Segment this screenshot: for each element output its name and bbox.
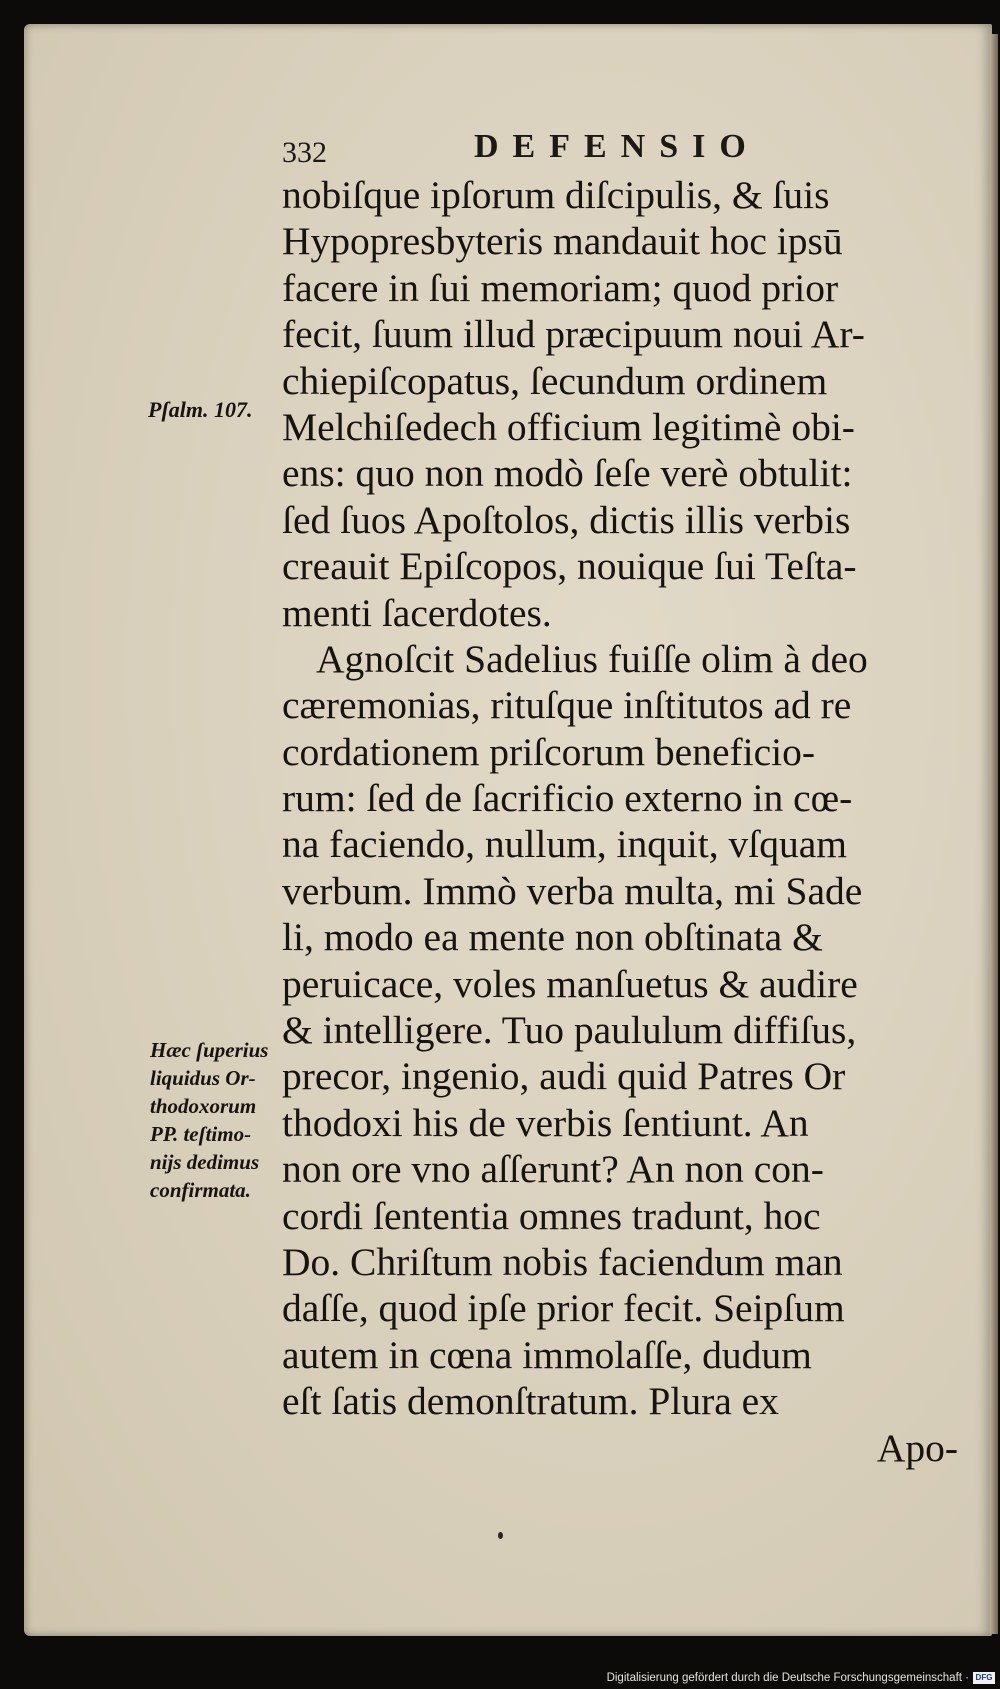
ink-dot	[498, 1532, 503, 1539]
text-line: Melchiſedech officium legitimè obi-	[282, 404, 855, 449]
catchword: Apo-	[876, 1425, 958, 1470]
text-line: facere in ſui memoriam; quod prior	[282, 265, 839, 310]
page-edge	[990, 34, 998, 1634]
body-text	[282, 172, 972, 1471]
margin-note-block	[150, 1036, 268, 1204]
margin-note-line: nijs dedimus	[150, 1150, 260, 1174]
page-number: 332	[282, 136, 327, 169]
margin-note-line: PP. teſtimo-	[150, 1122, 252, 1146]
text-line: creauit Epiſcopos, nouique ſui Teſta-	[282, 544, 857, 589]
text-line: ens: quo non modò ſeſe verè obtulit:	[282, 451, 853, 496]
text-line: thodoxi his de verbis ſentiunt. An	[282, 1100, 809, 1145]
text-line: fecit, ſuum illud præcipuum noui Ar-	[282, 312, 865, 357]
text-line: na faciendo, nullum, inquit, vſquam	[282, 822, 847, 867]
margin-note-line: liquidus Or-	[150, 1066, 256, 1090]
text-line: verbum. Immò verba multa, mi Sade	[282, 868, 863, 913]
text-line: non ore vno aſſerunt? An non con-	[282, 1147, 824, 1192]
margin-note-line: Hæc ſuperius	[150, 1038, 269, 1062]
text-line: daſſe, quod ipſe prior fecit. Seipſum	[282, 1286, 845, 1331]
text-line: Hypopresbyteris mandauit hoc ipsū	[282, 219, 843, 264]
page-header	[24, 128, 992, 168]
text-line: rum: ſed de ſacrificio externo in cœ-	[282, 776, 853, 821]
book-page	[24, 24, 992, 1636]
text-line: peruicace, voles manſuetus & audire	[282, 961, 858, 1006]
text-line: Agnoſcit Sadelius fuiſſe olim à deo	[316, 636, 868, 681]
text-line: precor, ingenio, audi quid Patres Or	[282, 1054, 846, 1099]
text-line: cæremonias, rituſque inſtitutos ad re	[282, 683, 852, 728]
text-line: eſt ſatis demonſtratum. Plura ex	[282, 1379, 779, 1424]
text-line: autem in cœna immolaſſe, dudum	[282, 1332, 812, 1377]
text-line: Do. Chriſtum nobis faciendum man	[282, 1239, 843, 1284]
margin-note-line: thodoxorum	[150, 1094, 257, 1118]
text-line: chiepiſcopatus, ſecundum ordinem	[282, 358, 828, 403]
margin-note-psalm: Pſalm. 107.	[148, 397, 253, 422]
digitization-credit	[545, 1669, 995, 1687]
text-line: nobiſque ipſorum diſcipulis, & ſuis	[282, 173, 830, 217]
dfg-logo-icon: DFG	[973, 1672, 995, 1684]
running-head: DEFENSIO	[474, 128, 760, 165]
text-line: cordationem priſcorum beneficio-	[282, 729, 816, 774]
credit-text: Digitalisierung gefördert durch die Deutsche Forschungsgemeinschaft ·	[606, 1672, 969, 1684]
text-line: cordi ſententia omnes tradunt, hoc	[282, 1193, 821, 1238]
text-line: li, modo ea mente non obſtinata &	[282, 915, 823, 960]
margin-note-line: confirmata.	[150, 1178, 251, 1202]
text-line: ſed ſuos Apoſtolos, dictis illis verbis	[282, 497, 851, 542]
text-line: & intelligere. Tuo paululum diffiſus,	[282, 1008, 857, 1053]
text-line: menti ſacerdotes.	[282, 590, 552, 635]
